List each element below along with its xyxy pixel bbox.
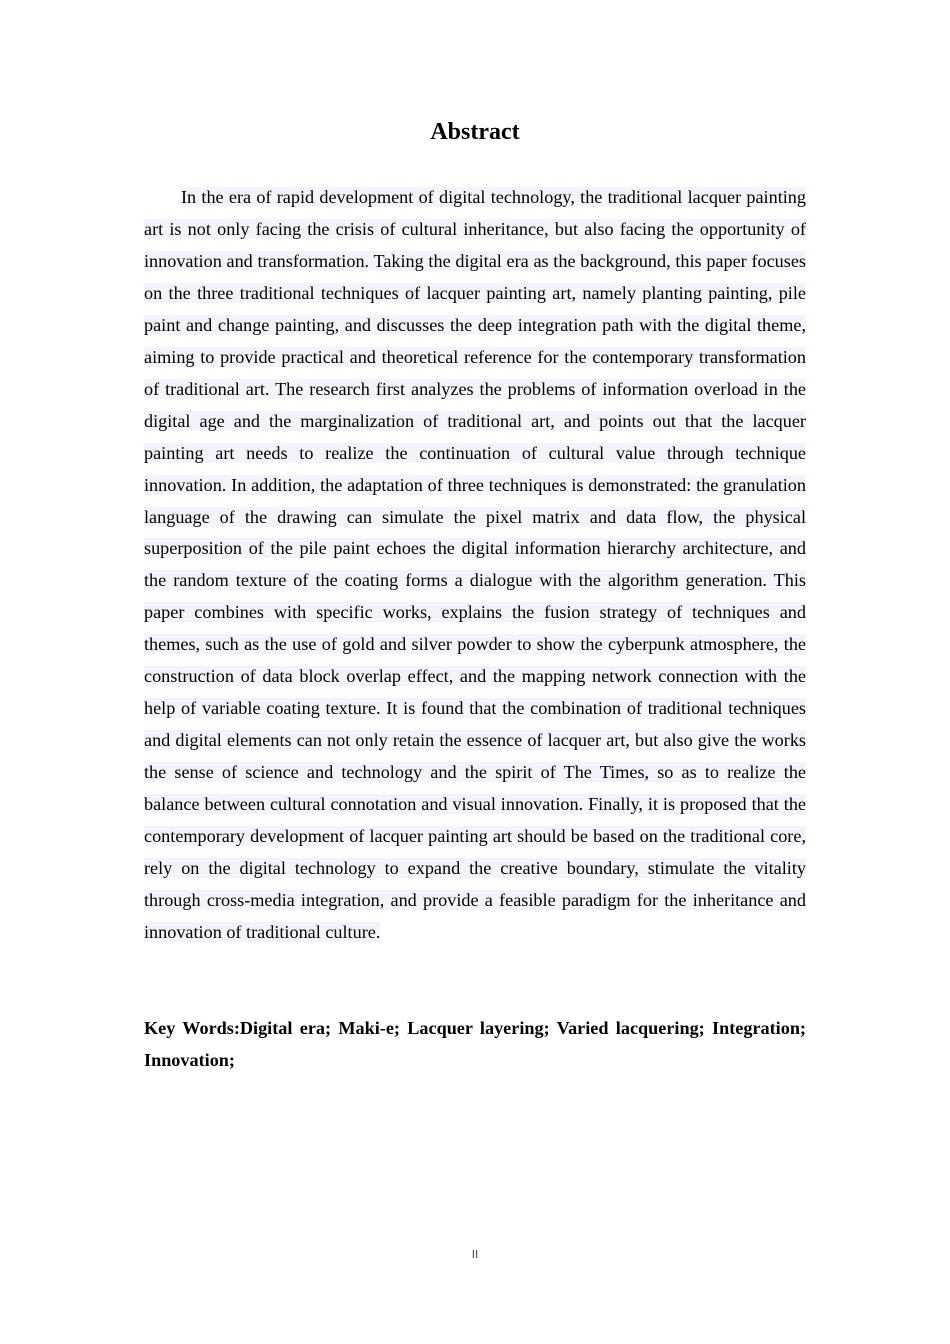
keywords-line: Key Words:Digital era; Maki-e; Lacquer layering; Varied lacquering; Integration; Innovation; <box>144 1018 806 1070</box>
abstract-text: In the era of rapid development of digital technology, the traditional lacquer painting art is not only facing the crisis of cultural inheritance, but also facing the opportunity of innovation and transformation. Taking the digital era as the background, this paper focuses on the three traditional techniques of lacquer painting art, namely planting painting, pile paint and change painting, and discusses the deep integration path with the digital theme, aiming to provide practical and theoretical reference for the contemporary transformation of traditional art. The research first analyzes the problems of information overload in the digital age and the marginalization of traditional art, and points out that the lacquer painting art needs to realize the continuation of cultural value through technique innovation. In addition, the adaptation of three techniques is demonstrated: the granulation language of the drawing can simulate the pixel matrix and data flow, the physical superposition of the pile paint echoes the digital information hierarchy architecture, and the random texture of the coating forms a dialogue with the algorithm generation. This paper combines with specific works, explains the fusion strategy of techniques and themes, such as the use of gold and silver powder to show the cyberpunk atmosphere, the construction of data block overlap effect, and the mapping network connection with the help of variable coating texture. It is found that the combination of traditional techniques and digital elements can not only retain the essence of lacquer art, but also give the works the sense of science and technology and the spirit of The Times, so as to realize the balance between cultural connotation and visual innovation. Finally, it is proposed that the contemporary development of lacquer painting art should be based on the traditional core, rely on the digital technology to expand the creative boundary, stimulate the vitality through cross-media integration, and provide a feasible paradigm for the inheritance and innovation of traditional culture. <box>144 187 806 942</box>
page-number: II <box>471 1248 479 1261</box>
abstract-body <box>144 182 806 949</box>
page-title: Abstract <box>430 119 520 145</box>
